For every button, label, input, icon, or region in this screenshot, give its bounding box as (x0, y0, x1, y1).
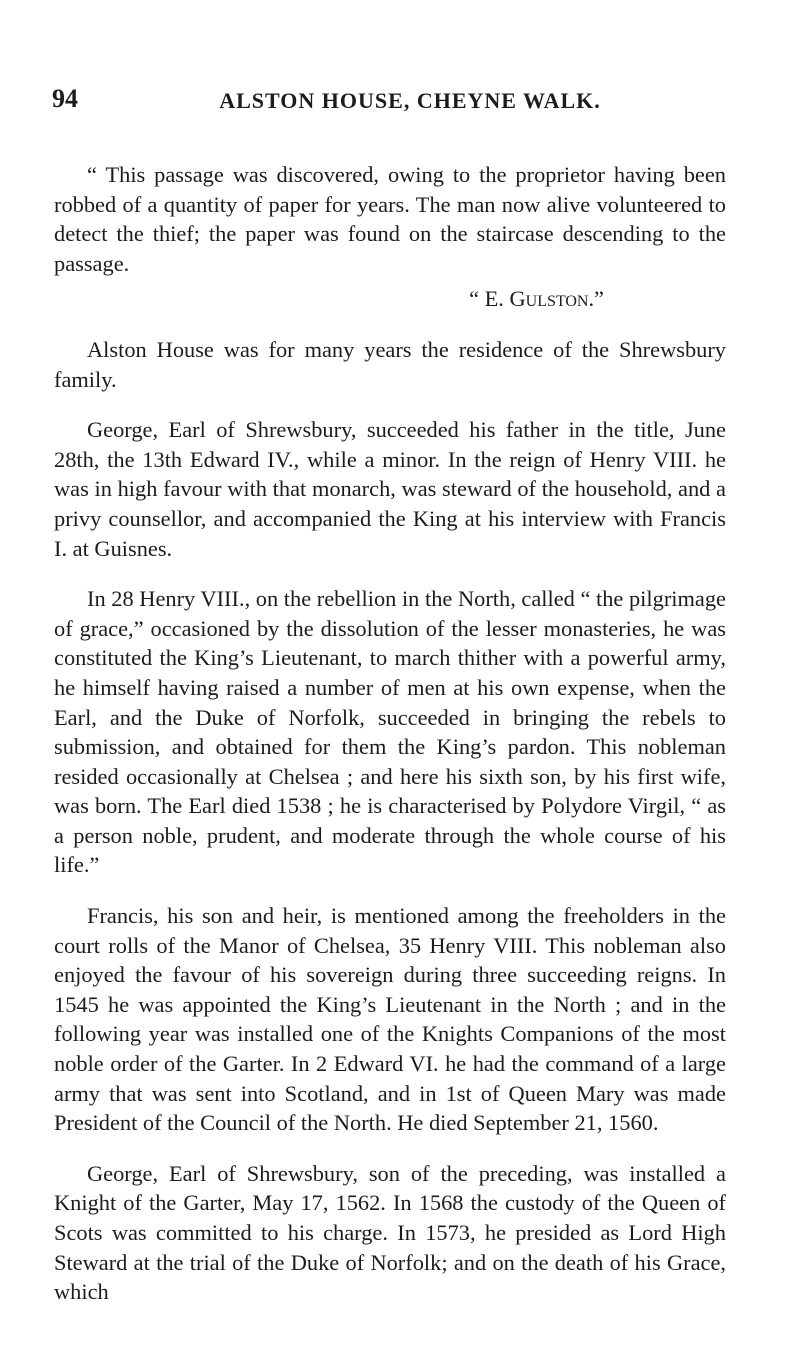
paragraph-francis: Francis, his son and heir, is mentioned among the freeholders in the court rolls of the Manor of Chelsea, 35 Henry VIII. This nobleman also enjoyed the favour of his sovereign during three succeeding reigns. In 1545 he was appointed the King’s Lieutenant in the North ; and in the following year was installed one of the Knights Companions of the most noble order of the Garter. In 2 Edward VI. he had the command of a large army that was sent into Scotland, and in 1st of Queen Mary was made President of the Council of the North. He died September 21, 1560. (54, 903, 726, 1136)
running-title: ALSTON HOUSE, CHEYNE WALK. (219, 88, 601, 113)
signature (54, 284, 726, 314)
paragraph-alston-house: Alston House was for many years the residence of the Shrewsbury family. (54, 336, 726, 392)
signature-text: “ E. Gulston.” (469, 286, 604, 312)
page-number: 94 (52, 84, 78, 113)
paragraph-passage-quote: “ This passage was discovered, owing to the proprietor having been robbed of a quantity of paper for years. The man now alive volunteered to detect the thief; the paper was found on the staircase descending to the passage. (54, 162, 726, 276)
paragraph-henry-viii-rebellion: In 28 Henry VIII., on the rebellion in the North, called “ the pilgrimage of grace,” occasioned by the dissolution of the lesser monasteries, he was constituted the King’s Lieutenant, to march thither with a powerful army, he himself having raised a number of men at his own expense, when the Earl, and the Duke of Norfolk, succeeded in bringing the rebels to submission, and obtained for them the King’s pardon. This nobleman resided occasionally at Chelsea ; and here his sixth son, by his first wife, was born. The Earl died 1538 ; he is characterised by Polydore Virgil, “ as a person noble, prudent, and moderate through the whole course of his life.” (54, 586, 726, 878)
paragraph-george-earl: George, Earl of Shrewsbury, succeeded his father in the title, June 28th, the 13th Edward IV., while a minor. In the reign of Henry VIII. he was in high favour with that monarch, was steward of the household, and a privy counsellor, and accompanied the King at his interview with Francis I. at Guisnes. (54, 417, 726, 561)
paragraph-george-son: George, Earl of Shrewsbury, son of the preceding, was installed a Knight of the Garter, May 17, 1562. In 1568 the custody of the Queen of Scots was committed to his charge. In 1573, he presided as Lord High Steward at the trial of the Duke of Norfolk; and on the death of his Grace, which (54, 1160, 726, 1305)
body-text (54, 160, 726, 1307)
